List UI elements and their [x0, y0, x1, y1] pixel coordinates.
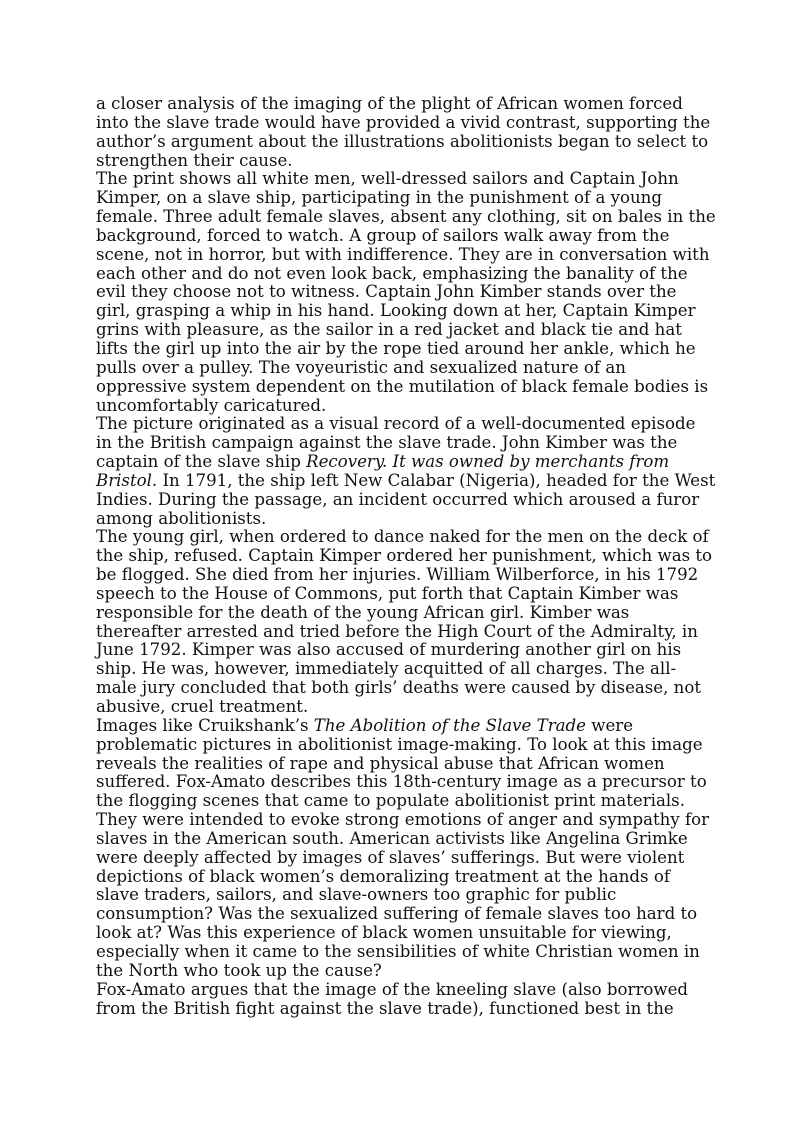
paragraph-3-text-b: . In 1791, the ship left New Calabar (Nigeria), headed for the West Indies. During the passage, an incident occurred which aroused a furor among abolitionists.	[96, 470, 716, 528]
paragraph-2-text: The print shows all white men, well-dressed sailors and Captain John Kimper, on a slave ship, participating in the punishment of a young female. Three adult female slaves, absent any clothing, sit on bales in the background, forced to watch. A group of sailors walk away from the scene, not in horror, but with indifference. They are in conversation with each other and do not even look back, emphasizing the banality of the evil they choose not to witness. Captain John Kimber stands over the girl, grasping a whip in his hand. Looking down at her, Captain Kimper grins with pleasure, as the sailor in a red jacket and black tie and hat lifts the girl up into the air by the rope tied around her ankle, which he pulls over a pulley. The voyeuristic and sexualized nature of an oppressive system dependent on the mutilation of black female bodies is uncomfortably caricatured.	[96, 169, 716, 415]
artwork-title-italic: The Abolition of the Slave Trade	[313, 715, 586, 735]
paragraph-5-text-b: were problematic pictures in abolitionist image-making. To look at this image reveals the realities of rape and physical abuse that African women suffered. Fox-Amato describes this 18th-century image as a precursor to the flogging scenes that came to populate abolitionist print materials. They were intended to evoke strong emotions of anger and sympathy for slaves in the American south. American activists like Angelina Grimke were deeply affected by images of slaves’ sufferings. But were violent depictions of black women’s demoralizing treatment at the hands of slave traders, sailors, and slave-owners too graphic for public consumption? Was the sexualized suffering of female slaves too hard to look at? Was this experience of black women unsuitable for viewing, especially when it came to the sensibilities of white Christian women in the North who took up the cause?	[96, 715, 710, 980]
ship-name-italic: Recovery. It was owned by merchants from Bristol	[96, 452, 670, 490]
body-text	[96, 95, 716, 1018]
paragraph-3	[96, 415, 716, 528]
paragraph-4-text: The young girl, when ordered to dance naked for the men on the deck of the ship, refused. Captain Kimper ordered her punishment, which was to be flogged. She died from her injuries. William Wilberforce, in his 1792 speech to the House of Commons, put forth that Captain Kimber was responsible for the death of the young African girl. Kimber was thereafter arrested and tried before the High Court of the Admiralty, in June 1792. Kimper was also accused of murdering another girl on his ship. He was, however, immediately acquitted of all charges. The all-male jury concluded that both girls’ deaths were caused by disease, not abusive, cruel treatment.	[96, 527, 713, 716]
paragraph-6	[96, 981, 716, 1019]
paragraph-1	[96, 95, 716, 170]
paragraph-5	[96, 717, 716, 981]
paragraph-5-text-a: Images like Cruikshank’s	[96, 715, 314, 735]
paragraph-4	[96, 528, 716, 716]
paragraph-1-text: a closer analysis of the imaging of the plight of African women forced into the slave trade would have provided a vivid contrast, supporting the author’s argument about the illustrations abolitionists began to select to strengthen their cause.	[96, 94, 711, 170]
paragraph-3-text-a: The picture originated as a visual record of a well-documented episode in the British campaign against the slave trade. John Kimber was the captain of the slave ship	[96, 414, 696, 472]
paragraph-2	[96, 170, 716, 415]
paragraph-6-text: Fox-Amato argues that the image of the kneeling slave (also borrowed from the British fight against the slave trade), functioned best in the	[96, 979, 689, 1018]
